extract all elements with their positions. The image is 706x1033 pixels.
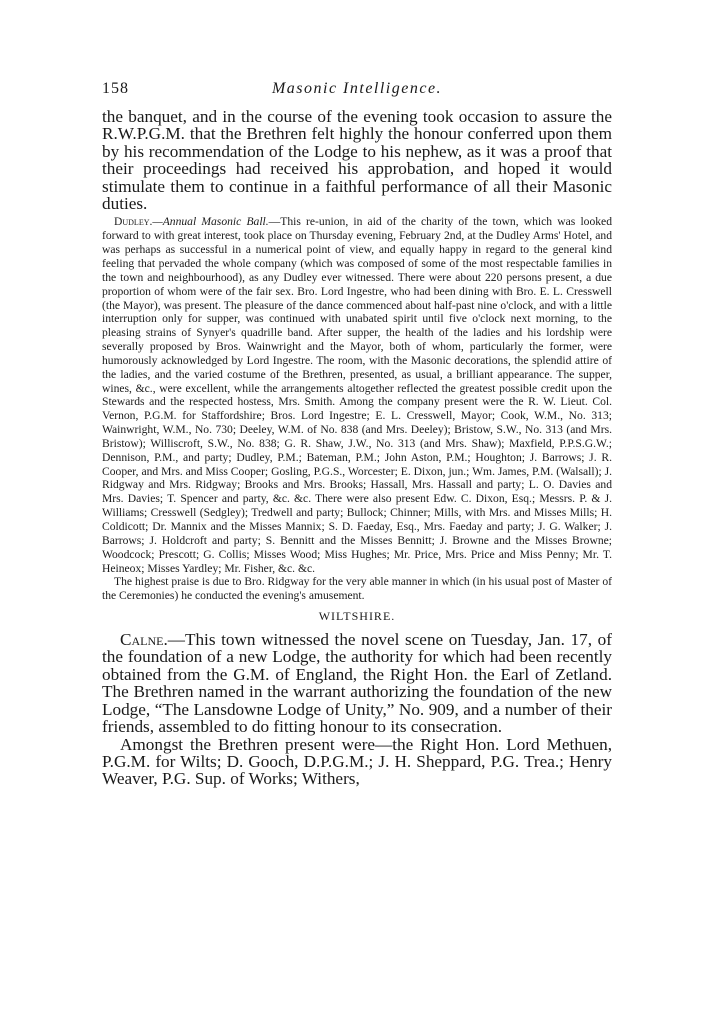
dudley-closing-paragraph: The highest praise is due to Bro. Ridgway for the very able manner in which (in his usual post of Master of the Ceremonies) he conducted the evening's amusement. — [102, 575, 612, 603]
brethren-present-paragraph: Amongst the Brethren present were—the Right Hon. Lord Methuen, P.G.M. for Wilts; D. Gooch, D.P.G.M.; J. H. Sheppard, P.G. Trea.; Henry Weaver, P.G. Sup. of Works; Withers, — [102, 734, 612, 789]
dudley-report — [102, 215, 612, 575]
page-column — [102, 80, 612, 788]
calne-report-body: —This town witnessed the novel scene on Tuesday, Jan. 17, of the foundation of a new Lodge, the authority for which had been recently obtained from the G.M. of England, the Right Hon. the Earl of Zetland. The Brethren named in the warrant authorizing the foundation of the new Lodge, “The Lansdowne Lodge of Unity,” No. 909, and a number of their friends, assembled to do fitting honour to its consecration. — [102, 630, 612, 737]
dudley-place-name: Dudley. — [114, 215, 153, 229]
calne-report — [102, 631, 612, 735]
continuation-paragraph: the banquet, and in the course of the evening took occasion to assure the R.W.P.G.M. that the Brethren felt highly the honour conferred upon them by his recommendation of the Lodge to his nephew, as it was a proof that their proceedings had received his approbation, and hoped it would stimulate them to continue in a faithful performance of all their Masonic duties. — [102, 107, 612, 214]
page-header — [102, 80, 612, 108]
running-title: Masonic Intelligence. — [271, 80, 443, 97]
page-number: 158 — [102, 80, 129, 97]
dudley-event-title: —Annual Masonic Ball. — [152, 215, 269, 229]
section-heading-wiltshire: WILTSHIRE. — [318, 609, 396, 624]
calne-place-name: Calne. — [120, 630, 168, 650]
dudley-report-body: —This re-union, in aid of the charity of the town, which was looked forward to with great interest, took place on Thursday evening, February 2nd, at the Dudley Arms' Hotel, and was perhaps as successful in a numerical point of view, and equally happy in regard to the general kind feeling that pervaded the whole company (which was composed of some of the most respectable families in the town and neighbourhood), as any Dudley ever witnessed. There were about 220 persons present, a due proportion of whom were of the fair sex. Bro. Lord Ingestre, who had been dining with Bro. E. L. Cresswell (the Mayor), was present. The pleasure of the dance commenced about half-past nine o'clock, and with a little interruption only for supper, was continued with unabated spirit until five o'clock next morning, to the pleasing strains of Synyer's quadrille band. After supper, the health of the ladies and his lordship were severally proposed by Bros. Wainwright and the Mayor, both of whom, particularly the former, were humorously acknowledged by Lord Ingestre. The room, with the Masonic decorations, the splendid attire of the ladies, and the varied costume of the Brethren, presented, as usual, a brilliant appearance. The supper, wines, &c., were excellent, while the arrangements altogether reflected the greatest possible credit upon the Stewards and the respected hostess, Mrs. Smith. Among the company present were the R. W. Lieut. Col. Vernon, P.G.M. for Staffordshire; Bros. Lord Ingestre; E. L. Cresswell, Mayor; Cook, W.M., No. 313; Wainwright, W.M., No. 730; Deeley, W.M. of No. 838 (and Mrs. Deeley); Bristow, S.W., No. 313 (and Mrs. Bristow); Williscroft, S.W., No. 838; G. R. Shaw, J.W., No. 313 (and Mrs. Shaw); Maxfield, P.P.S.G.W.; Dennison, P.M., and party; Dudley, P.M.; Bateman, P.M.; John Aston, P.M.; Houghton; J. Barrows; J. R. Cooper, and Mrs. and Miss Cooper; Gosling, P.G.S., Worcester; E. Dixon, jun.; Wm. James, P.M. (Walsall); J. Ridgway and Mrs. Ridgway; Brooks and Mrs. Brooks; Hassall, Mrs. Hassall and party; L. O. Davies and Mrs. Davies; T. Spencer and party, &c. &c. There were also present Edw. C. Dixon, Esq.; Messrs. P. & J. Williams; Cresswell (Sedgley); Tredwell and party; Bullock; Chinner; Mills, with Mrs. and Misses Mills; H. Coldicott; Dr. Mannix and the Misses Mannix; S. D. Faeday, Esq., Mrs. Faeday and party; J. G. Walker; J. Barrows; J. Holdcroft and party; S. Bennitt and the Misses Bennitt; J. Browne and the Misses Browne; Woodcock; Prescott; G. Collis; Misses Wood; Miss Hughes; Mr. Price, Mrs. Price and Miss Penny; Mr. T. Heineox; Misses Yardley; Mr. Fisher, &c. &c. — [102, 215, 612, 575]
